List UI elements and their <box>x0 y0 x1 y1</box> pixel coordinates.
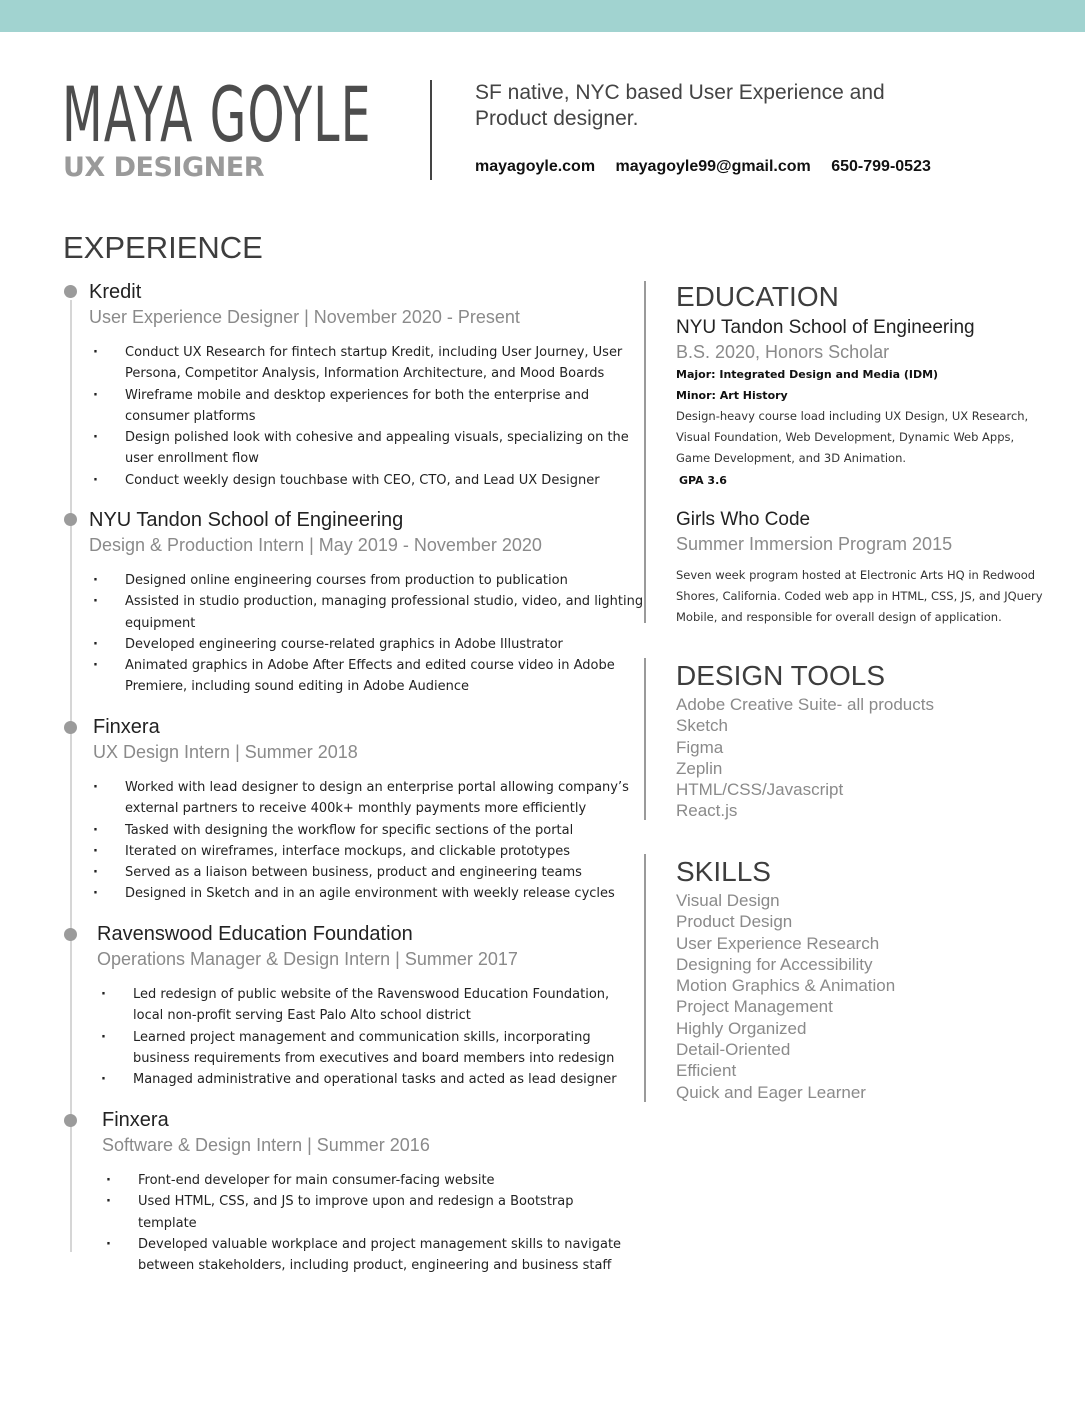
job-position: Operations Manager & Design Intern | Summer 2017 <box>97 949 518 969</box>
program: Summer Immersion Program 2015 <box>676 534 953 554</box>
list-item: · Design polished look with cohesive and appealing visuals, specializing on the user enrollment flow <box>89 427 649 470</box>
email-link[interactable]: mayagoyle99@gmail.com <box>615 158 811 175</box>
job-company: NYU Tandon School of Engineering <box>89 509 404 531</box>
list-item: React.js <box>676 801 738 821</box>
skills-divider <box>644 854 646 1102</box>
timeline-dot <box>64 928 77 941</box>
timeline-dot <box>64 513 77 526</box>
list-item: HTML/CSS/Javascript <box>676 780 844 800</box>
list-item: Efficient <box>676 1061 737 1081</box>
job-bullets <box>89 342 649 491</box>
list-item: User Experience Research <box>676 933 880 953</box>
list-item: Visual Design <box>676 891 780 910</box>
list-item: · Developed engineering course-related graphics in Adobe Illustrator <box>89 634 649 655</box>
timeline-dot <box>64 285 77 298</box>
list-item: · Designed in Sketch and in an agile environment with weekly release cycles <box>89 883 653 904</box>
job-company: Finxera <box>102 1109 169 1131</box>
contact-line <box>475 158 947 176</box>
job-bullets <box>102 1170 632 1276</box>
timeline-line <box>70 300 72 1252</box>
job-entry <box>89 280 649 491</box>
list-item: Product Design <box>676 912 793 932</box>
education-divider <box>644 281 646 623</box>
job-position: Software & Design Intern | Summer 2016 <box>102 1135 430 1155</box>
job-company: Finxera <box>93 716 160 738</box>
candidate-name: MAYA GOYLE <box>62 70 372 159</box>
school-name: Girls Who Code <box>676 509 811 530</box>
job-bullets <box>89 570 649 698</box>
list-item: · Iterated on wireframes, interface mockups, and clickable prototypes <box>89 841 653 862</box>
list-item: Figma <box>676 737 724 757</box>
list-item: · Worked with lead designer to design an enterprise portal allowing company’s external partners to receive 400k+ monthly payments more efficiently <box>89 777 653 820</box>
job-entry <box>97 922 632 1090</box>
list-item: · Tasked with designing the workflow for specific sections of the portal <box>89 820 653 841</box>
list-item: · Learned project management and communication skills, incorporating business requirements from executives and board members into redesign <box>97 1027 632 1070</box>
timeline-dot <box>64 721 77 734</box>
list-item: · Conduct UX Research for fintech startup Kredit, including User Journey, User Persona, Competitor Analysis, Information Architecture, and Mood Boards <box>89 342 649 385</box>
program-description: Seven week program hosted at Electronic Arts HQ in Redwood Shores, California. Coded web app in HTML, CSS, JS, and JQuery Mobile, and responsible for overall design of application. <box>676 568 1043 625</box>
list-item: · Developed valuable workplace and project management skills to navigate between stakeholders, including product, engineering and business staff <box>102 1234 632 1277</box>
list-item: · Conduct weekly design touchbase with CEO, CTO, and Lead UX Designer <box>89 470 649 491</box>
header-divider <box>430 80 432 180</box>
degree: B.S. 2020, Honors Scholar <box>676 342 890 362</box>
tools-divider <box>644 658 646 820</box>
job-company: Kredit <box>89 281 142 303</box>
job-company: Ravenswood Education Foundation <box>97 923 413 945</box>
website-link[interactable]: mayagoyle.com <box>475 158 596 175</box>
list-item: Adobe Creative Suite- all products <box>676 695 934 714</box>
list-item: · Front-end developer for main consumer-facing website <box>102 1170 632 1191</box>
job-bullets <box>97 984 632 1090</box>
list-item: · Led redesign of public website of the Ravenswood Education Foundation, local non-profit serving East Palo Alto school district <box>97 984 632 1027</box>
list-item: · Managed administrative and operational tasks and acted as lead designer <box>97 1069 632 1090</box>
phone-number[interactable]: 650-799-0523 <box>831 158 931 175</box>
school-name: NYU Tandon School of Engineering <box>676 317 975 338</box>
major: Major: Integrated Design and Media (IDM) <box>676 368 939 381</box>
list-item: · Used HTML, CSS, and JS to improve upon and redesign a Bootstrap template <box>102 1191 632 1234</box>
job-position: UX Design Intern | Summer 2018 <box>93 742 358 762</box>
minor: Minor: Art History <box>676 389 788 402</box>
design-tools-list <box>676 694 934 822</box>
list-item: Motion Graphics & Animation <box>676 976 896 996</box>
education-heading: EDUCATION <box>676 281 839 312</box>
gpa: GPA 3.6 <box>679 473 727 487</box>
list-item: Zeplin <box>676 758 723 778</box>
accent-top-bar <box>0 0 1085 32</box>
job-position: Design & Production Intern | May 2019 - November 2020 <box>89 535 542 555</box>
list-item: · Designed online engineering courses from production to publication <box>89 570 649 591</box>
job-entry <box>93 715 653 905</box>
coursework-description: Design-heavy course load including UX Design, UX Research, Visual Foundation, Web Development, Dynamic Web Apps, Game Development, and 3D Animation. <box>676 409 1029 466</box>
list-item: Project Management <box>676 997 833 1017</box>
skills-list <box>676 890 895 1103</box>
education-gwc <box>676 508 1046 629</box>
job-position: User Experience Designer | November 2020 - Present <box>89 307 520 327</box>
list-item: Quick and Eager Learner <box>676 1082 866 1102</box>
list-item: Detail-Oriented <box>676 1040 791 1060</box>
job-entry <box>89 508 649 698</box>
list-item: Designing for Accessibility <box>676 954 873 974</box>
skills-heading: SKILLS <box>676 856 771 887</box>
experience-heading: EXPERIENCE <box>63 230 263 265</box>
candidate-role: UX DESIGNER <box>63 152 264 183</box>
list-item: · Served as a liaison between business, product and engineering teams <box>89 862 653 883</box>
education-nyu <box>676 316 1046 491</box>
design-tools-heading: DESIGN TOOLS <box>676 660 886 691</box>
list-item: Sketch <box>676 716 728 736</box>
list-item: Highly Organized <box>676 1018 807 1038</box>
tagline: SF native, NYC based User Experience and Product designer. <box>475 81 885 130</box>
list-item: · Animated graphics in Adobe After Effects and edited course video in Adobe Premiere, including sound editing in Adobe Audience <box>89 655 649 698</box>
job-entry <box>102 1108 632 1276</box>
list-item: · Wireframe mobile and desktop experiences for both the enterprise and consumer platforms <box>89 385 649 428</box>
job-bullets <box>89 777 653 905</box>
timeline-dot <box>64 1114 77 1127</box>
list-item: · Assisted in studio production, managing professional studio, video, and lighting equipment <box>89 591 649 634</box>
